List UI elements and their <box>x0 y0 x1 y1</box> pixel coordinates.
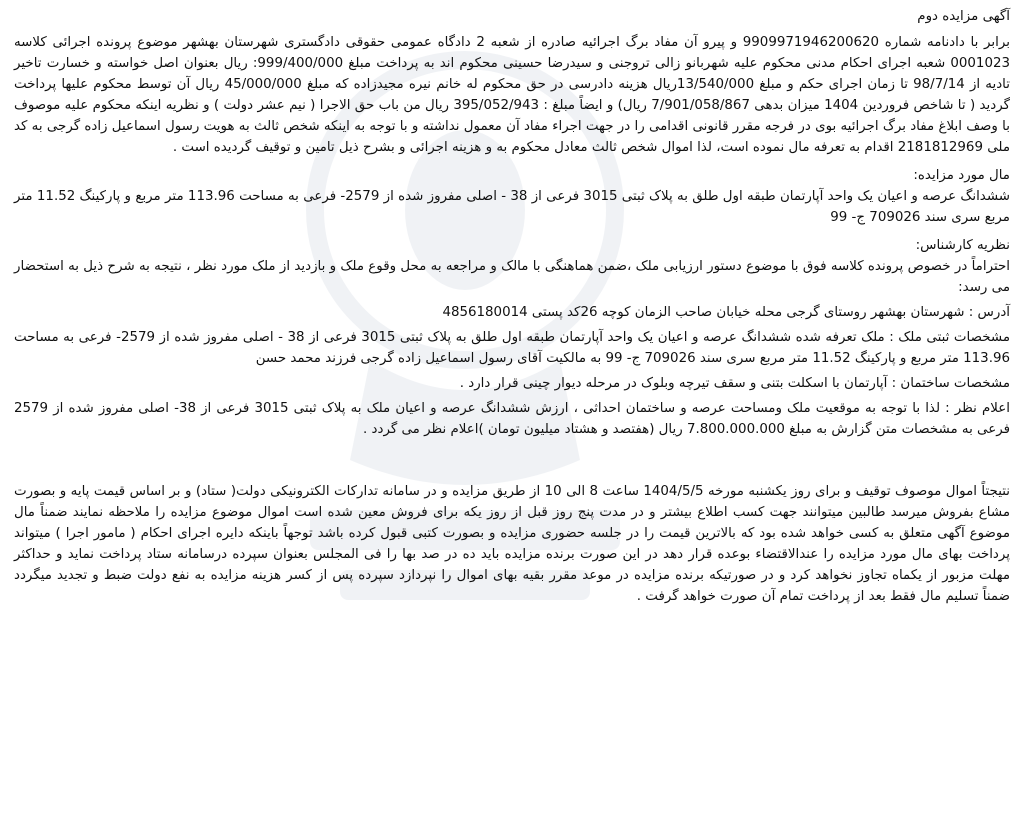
building-specs: مشخصات ساختمان : آپارتمان با اسکلت بتنی و سقف تیرچه وبلوک در مرحله دیوار چینی قرار دارد . <box>459 376 1010 391</box>
expert-opinion: اعلام نظر : لذا با توجه به موقعیت ملک ومساحت عرصه و ساختمان احداثی ، ارزش ششدانگ عرصه و اعیان ملک به پلاک ثبتی 3015 فرعی از 38- اصلی مفروز شده از 2579 فرعی به مشخصات متن گزارش به مبلغ 7.800.000.000 ریال (هفتصد و هشتاد میلیون تومان )اعلام نظر می گردد . <box>14 401 1010 437</box>
conclusion-paragraph: نتیجتاً اموال موصوف توقیف و برای روز یکشنبه مورخه 1404/5/5 ساعت 8 الی 10 از طریق مزایده و در سامانه تدارکات الکترونیکی دولت( ستاد) و بر اساس قیمت پایه و بصورت مشاع بفروش میرسد طالبین میتوانند جهت کسب اطلاع بیشتر و در مدت پنج روز قبل از روز یکه برای فروش معین شده است اموال موضوع مزایده را ملاحظه نمایند ضمناً مال موضوع آگهی متعلق به کسی خواهد شده بود که بالاترین قیمت را در جلسه حضوری مزایده و بصورت کتبی قبول کرده باشد توجهاً باینکه دایره اجرای احکام ( مامور اجرا ) میتواند پرداخت بهای مال مورد مزایده را عندالاقتضاء بوعده قرار دهد در این صورت برنده مزایده باید ده در صد بها را فی المجلس بعنوان سپرده درسامانه ستاد پرداخت نماید و حداکثر مهلت مزبور از یکماه تجاوز نخواهد کرد و در صورتیکه برنده مزایده در موعد مقرر بقیه بهای اموال را نپردازد سپرده پس از کسر هزینه مزایده به نفع دولت ضبط و تجدید میگردد ضمناً تسلیم مال فقط بعد از پرداخت تمام آن صورت خواهد گرفت . <box>14 484 1011 604</box>
expert-heading: نظریه کارشناس: <box>915 238 1010 253</box>
property-heading: مال مورد مزایده: <box>913 168 1010 183</box>
expert-intro: احتراماً در خصوص پرونده کلاسه فوق با موضوع دستور ارزیابی ملک ،ضمن هماهنگی با مالک و مراجعه به محل وقوع ملک و بازدید از ملک مورد نظر ، نتیجه به شرح ذیل به استحضار می رسد: <box>14 259 1010 295</box>
auction-notice <box>14 6 1010 814</box>
notice-title: آگهی مزایده دوم <box>917 9 1010 24</box>
property-description: ششدانگ عرصه و اعیان یک واحد آپارتمان طبقه اول طلق به پلاک ثبتی 3015 فرعی از 38 - اصلی مفروز شده از 2579- فرعی به مساحت 113.96 متر مربع و پارکینگ 11.52 متر مربع سری سند 709026 ج- 99 <box>14 189 1010 225</box>
address-line: آدرس : شهرستان بهشهر روستای گرجی محله خیابان صاحب الزمان کوچه 26کد پستی 4856180014 <box>442 305 1010 320</box>
registry-specs: مشخصات ثبتی ملک : ملک تعرفه شده ششدانگ عرصه و اعیان یک واحد آپارتمان طبقه اول طلق به پلاک ثبتی 3015 فرعی از 38 - اصلی مفروز شده از 2579- فرعی به مساحت 113.96 متر مربع و پارکینگ 11.52 متر مربع سری سند 709026 ج- 99 به مالکیت آقای رسول اسماعیل زاده گرجی فرزند محمد حسن <box>14 330 1010 366</box>
intro-paragraph: برابر با دادنامه شماره 9909971946200620 و پیرو آن مفاد برگ اجرائیه صادره از شعبه 2 دادگاه عمومی حقوقی دادگستری شهرستان بهشهر موضوع پرونده اجرائی کلاسه 0001023 شعبه اجرای احکام مدنی محکوم علیه شهربانو زالی تروجنی و سیدرضا حسینی محکوم اند به پرداخت مبلغ 999/400/000: ریال بعنوان اصل خواسته و خسارت تاخیر تادیه از 98/7/14 تا زمان اجرای حکم و مبلغ 13/540/000ریال هزینه دادرسی در حق محکوم له خانم نیره مجیدزاده که مبلغ 45/000/000 ریال آن توسط محکوم علیها پرداخت گردید ( تا شاخص فروردین 1404 میزان بدهی 7/901/058/867 ریال) و ایضاً مبلغ : 395/052/943 ریال من باب حق الاجرا ( نیم عشر دولت ) و نظریه اینکه محکوم علیه موصوف با وصف ابلاغ مفاد برگ اجرائیه بوی در فرجه مقرر قانونی اقدامی را در جهت اجراء مفاد آن معمول نداشته و با توجه به اینکه شخص ثالث به هویت رسول اسماعیل زاده گرجی به کد ملی 2181812969 اقدام به تعرفه مال نموده است، لذا اموال شخص ثالث معادل محکوم به و هزینه اجرائی و بشرح ذیل تامین و توقیف گردیده است . <box>14 35 1011 155</box>
spacer <box>14 447 1010 481</box>
